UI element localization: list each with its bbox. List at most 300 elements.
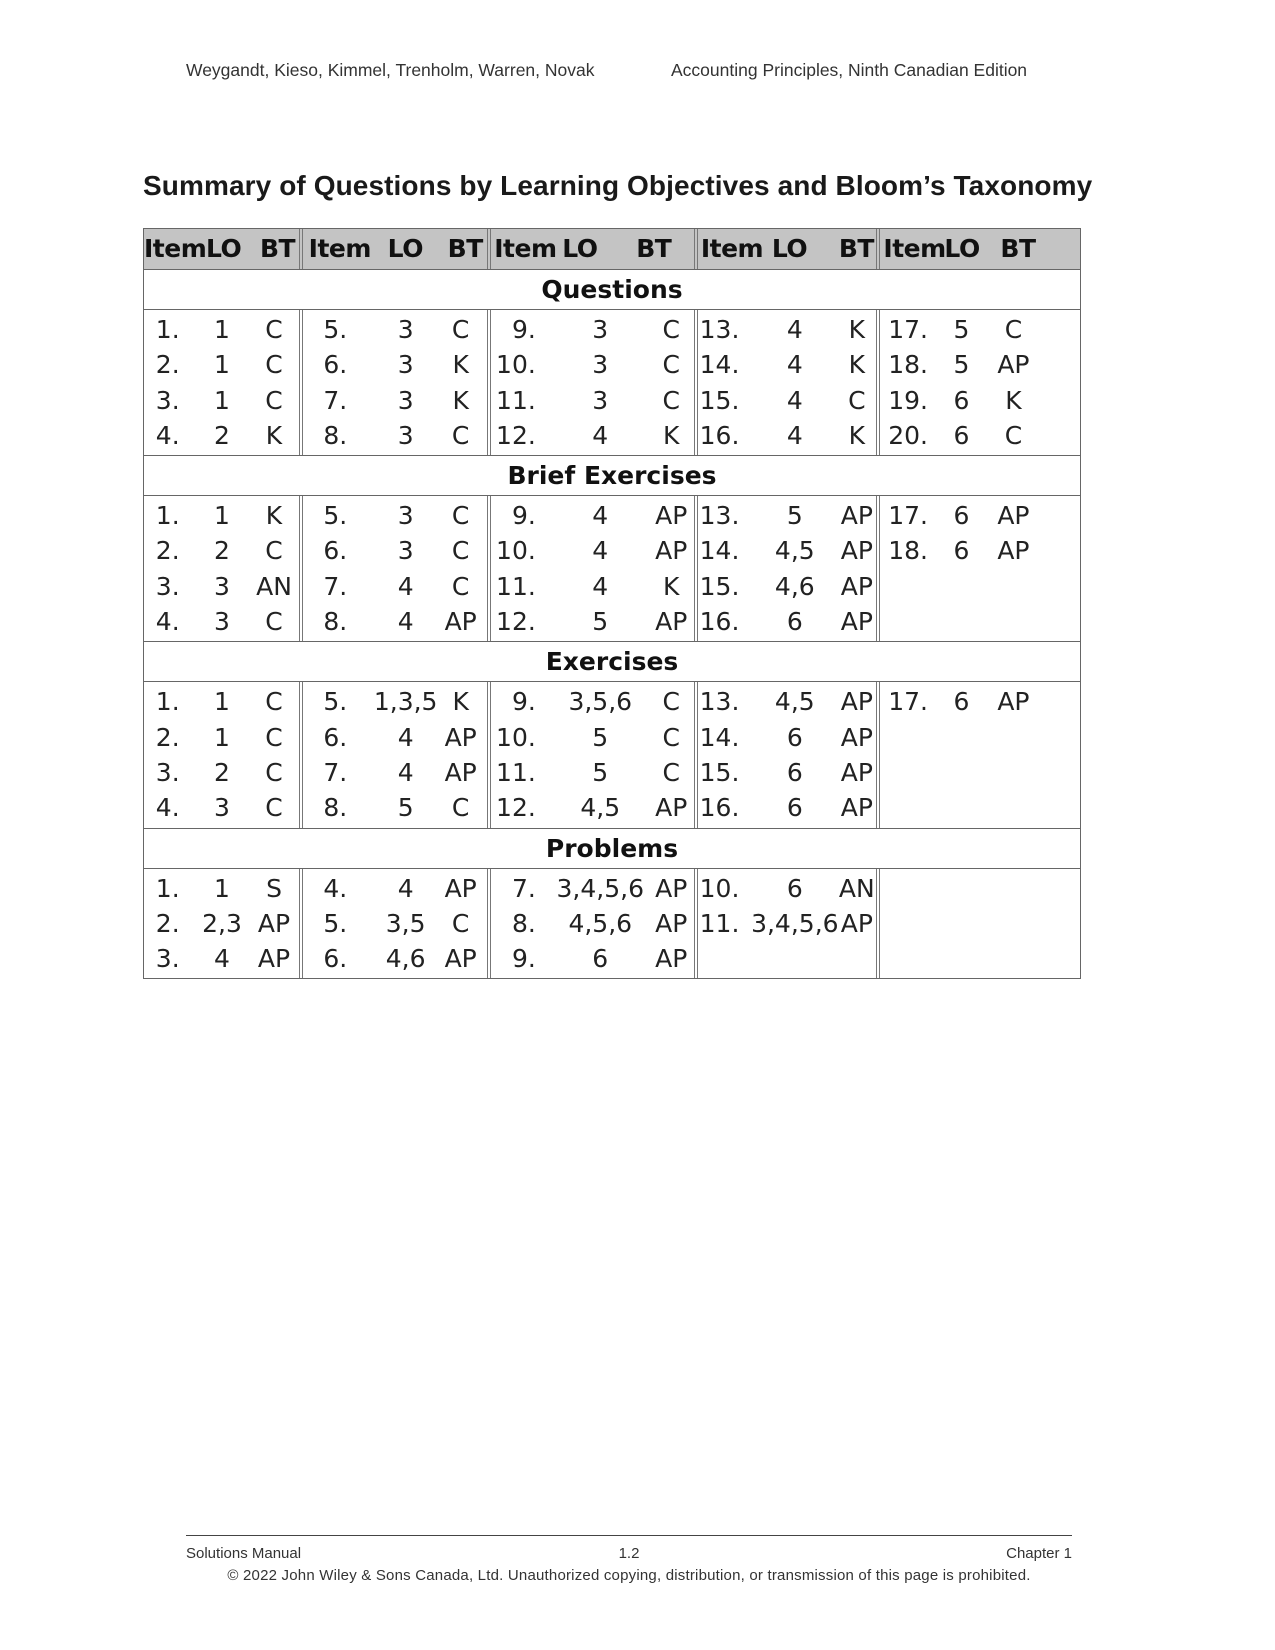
cell-item: 15.	[699, 385, 740, 415]
table-row	[698, 906, 877, 941]
footer-left: Solutions Manual	[186, 1545, 302, 1562]
table-row	[303, 383, 488, 418]
cell-lo: 5	[953, 315, 970, 344]
cell-bt: AP	[444, 944, 477, 974]
cell-item: 16.	[699, 420, 740, 450]
cell-lo: 6	[953, 536, 970, 566]
cell-item: 7.	[511, 873, 536, 903]
table-header-row	[144, 229, 1080, 270]
cell-lo: 1	[214, 687, 230, 717]
cell-lo: 3	[592, 350, 609, 380]
cell-lo: 4,5	[580, 793, 621, 823]
header-column-group	[144, 229, 303, 269]
cell-bt: AP	[655, 607, 688, 637]
cell-bt: C	[662, 350, 680, 380]
table-row	[303, 790, 488, 825]
table-row	[698, 755, 877, 790]
footer-right: Chapter 1	[1006, 1545, 1072, 1562]
table-row	[880, 533, 1080, 568]
cell-lo: 5	[592, 722, 609, 752]
table-row	[491, 604, 694, 639]
cell-bt: AP	[840, 607, 873, 637]
column-header-item: Item	[144, 234, 207, 263]
table-row	[880, 383, 1080, 418]
table-row	[303, 871, 488, 906]
table-row	[144, 906, 299, 941]
cell-bt: AP	[655, 501, 688, 531]
section-title: Problems	[144, 829, 1080, 869]
copyright-notice: © 2022 John Wiley & Sons Canada, Ltd. Unauthorized copying, distribution, or transmission of this page is prohibited.	[227, 1567, 1031, 1584]
table-row	[698, 383, 877, 418]
table-row	[880, 312, 1080, 347]
cell-item: 4.	[323, 873, 348, 903]
cell-lo: 1	[214, 385, 230, 415]
cell-item: 14.	[699, 350, 740, 380]
table-row	[303, 312, 488, 347]
table-row	[144, 684, 299, 719]
header-column-group	[303, 229, 492, 269]
cell-lo: 4	[397, 722, 414, 752]
table-row	[144, 790, 299, 825]
column-group	[303, 869, 492, 979]
cell-bt: C	[451, 908, 470, 938]
cell-lo: 3,4,5,6	[751, 908, 839, 938]
table-row	[303, 569, 488, 604]
cell-bt: C	[451, 536, 470, 566]
cell-lo: 3	[592, 315, 609, 344]
table-row	[698, 418, 877, 453]
table-row	[303, 755, 488, 790]
cell-lo: 4	[786, 350, 803, 380]
column-group	[144, 310, 303, 455]
table-row	[698, 684, 877, 719]
column-group	[880, 310, 1080, 455]
cell-item: 2.	[155, 722, 180, 752]
cell-lo: 4,5	[774, 687, 815, 717]
column-header-bt: BT	[260, 234, 296, 263]
section-body	[144, 869, 1080, 979]
cell-bt: K	[1005, 385, 1022, 415]
cell-item: 1.	[155, 315, 180, 344]
column-header-lo: LO	[387, 234, 423, 263]
cell-item: 9.	[511, 687, 536, 717]
column-group	[303, 310, 492, 455]
footer-page-number: 1.2	[618, 1545, 640, 1562]
column-header-lo: LO	[771, 234, 808, 263]
cell-lo: 6	[786, 873, 803, 903]
cell-bt: AP	[840, 536, 873, 566]
cell-item: 15.	[699, 571, 740, 601]
table-row	[880, 684, 1080, 719]
cell-bt: AP	[444, 757, 477, 787]
cell-item: 6.	[323, 536, 348, 566]
section-body	[144, 682, 1080, 828]
cell-lo: 4	[786, 385, 803, 415]
header-book-title: Accounting Principles, Ninth Canadian Edition	[671, 60, 1028, 80]
cell-bt: AP	[655, 944, 688, 974]
table-row	[698, 871, 877, 906]
column-header-bt: BT	[838, 234, 874, 263]
cell-item: 14.	[699, 536, 740, 566]
section-title: Questions	[144, 270, 1080, 310]
cell-item: 5.	[323, 501, 348, 531]
cell-bt: AP	[840, 687, 873, 717]
column-header-item: Item	[494, 234, 557, 263]
cell-lo: 2	[214, 536, 230, 566]
cell-bt: C	[451, 420, 470, 450]
cell-item: 8.	[323, 420, 348, 450]
cell-item: 17.	[888, 501, 928, 531]
cell-item: 2.	[155, 908, 180, 938]
table-row	[491, 569, 694, 604]
cell-lo: 4,6	[774, 571, 815, 601]
cell-bt: AP	[840, 722, 873, 752]
cell-lo: 3,5,6	[568, 687, 633, 717]
cell-bt: K	[663, 571, 680, 601]
cell-item: 7.	[323, 571, 348, 601]
table-row	[144, 720, 299, 755]
table-row	[144, 498, 299, 533]
cell-lo: 4,5	[774, 536, 815, 566]
cell-item: 10.	[496, 536, 536, 566]
cell-item: 6.	[323, 722, 348, 752]
table-row	[303, 498, 488, 533]
cell-lo: 6	[786, 793, 803, 823]
summary-table	[143, 228, 1081, 979]
cell-bt: C	[265, 350, 283, 380]
cell-lo: 6	[786, 757, 803, 787]
cell-bt: C	[265, 793, 283, 823]
cell-lo: 3	[397, 385, 414, 415]
cell-lo: 1,3,5	[373, 687, 438, 717]
cell-item: 6.	[323, 350, 348, 380]
column-group	[880, 869, 1080, 979]
table-row	[491, 312, 694, 347]
column-group	[698, 310, 881, 455]
cell-lo: 1	[214, 501, 230, 531]
cell-bt: C	[265, 607, 283, 637]
section-title: Exercises	[144, 642, 1080, 682]
cell-item: 11.	[496, 757, 536, 787]
cell-item: 11.	[496, 571, 536, 601]
table-row	[880, 418, 1080, 453]
cell-bt: C	[1004, 420, 1023, 450]
cell-bt: AP	[840, 501, 873, 531]
cell-lo: 3	[214, 793, 230, 823]
cell-bt: C	[1004, 315, 1023, 344]
cell-item: 13.	[699, 687, 740, 717]
cell-item: 7.	[323, 385, 348, 415]
column-group	[698, 869, 881, 979]
column-group	[491, 310, 698, 455]
cell-item: 12.	[496, 607, 536, 637]
cell-bt: AP	[655, 908, 688, 938]
cell-lo: 4	[397, 873, 414, 903]
table-row	[144, 347, 299, 382]
table-row	[491, 906, 694, 941]
cell-bt: C	[265, 757, 283, 787]
cell-lo: 4	[397, 757, 414, 787]
cell-lo: 5	[397, 793, 414, 823]
cell-bt: C	[451, 571, 470, 601]
cell-lo: 4	[592, 536, 609, 566]
cell-lo: 3	[214, 571, 230, 601]
cell-bt: AP	[655, 793, 688, 823]
cell-item: 3.	[155, 944, 180, 974]
cell-bt: C	[662, 722, 680, 752]
cell-lo: 4	[592, 420, 609, 450]
cell-lo: 6	[953, 420, 970, 450]
cell-bt: C	[662, 385, 680, 415]
cell-bt: K	[848, 420, 866, 450]
column-group	[491, 496, 698, 641]
table-row	[698, 498, 877, 533]
cell-lo: 5	[592, 607, 609, 637]
table-row	[491, 790, 694, 825]
table-row	[144, 755, 299, 790]
cell-item: 18.	[888, 350, 928, 380]
cell-bt: C	[265, 385, 283, 415]
cell-lo: 3	[397, 501, 414, 531]
cell-bt: K	[265, 420, 283, 450]
column-group	[491, 682, 698, 827]
cell-item: 10.	[496, 722, 536, 752]
cell-lo: 6	[953, 687, 970, 717]
column-group	[303, 682, 492, 827]
cell-item: 10.	[496, 350, 536, 380]
header-column-group	[698, 229, 881, 269]
cell-lo: 4,5,6	[568, 908, 633, 938]
cell-bt: K	[265, 501, 283, 531]
table-row	[303, 533, 488, 568]
header-authors: Weygandt, Kieso, Kimmel, Trenholm, Warren, Novak	[186, 60, 595, 80]
cell-lo: 4	[397, 607, 414, 637]
table-row	[880, 498, 1080, 533]
cell-lo: 5	[953, 350, 970, 380]
cell-item: 16.	[699, 607, 740, 637]
column-group	[880, 682, 1080, 827]
cell-item: 15.	[699, 757, 740, 787]
table-row	[698, 533, 877, 568]
table-row	[303, 347, 488, 382]
cell-bt: K	[848, 315, 866, 344]
column-group	[144, 496, 303, 641]
table-row	[491, 684, 694, 719]
cell-item: 5.	[323, 908, 348, 938]
cell-bt: K	[452, 350, 469, 380]
cell-item: 1.	[155, 687, 180, 717]
cell-bt: AP	[997, 501, 1030, 531]
cell-item: 7.	[323, 757, 348, 787]
cell-bt: AP	[997, 536, 1030, 566]
cell-bt: AP	[840, 908, 873, 938]
cell-lo: 1	[214, 350, 230, 380]
cell-item: 5.	[323, 687, 348, 717]
table-row	[144, 312, 299, 347]
cell-bt: C	[265, 722, 283, 752]
cell-item: 19.	[888, 385, 928, 415]
cell-bt: K	[452, 385, 469, 415]
cell-bt: C	[662, 315, 680, 344]
cell-lo: 6	[786, 722, 803, 752]
column-header-lo: LO	[944, 234, 980, 263]
column-header-item: Item	[308, 234, 371, 263]
page-title: Summary of Questions by Learning Objectives and Bloom’s Taxonomy	[143, 170, 1093, 201]
table-row	[303, 604, 488, 639]
cell-lo: 3	[214, 607, 230, 637]
cell-item: 20.	[888, 420, 928, 450]
cell-bt: C	[265, 536, 283, 566]
cell-item: 2.	[155, 536, 180, 566]
table-row	[303, 720, 488, 755]
cell-lo: 5	[786, 501, 803, 531]
cell-item: 11.	[699, 908, 740, 938]
cell-lo: 4	[592, 571, 609, 601]
cell-lo: 6	[786, 607, 803, 637]
cell-lo: 3,4,5,6	[556, 873, 644, 903]
table-row	[303, 941, 488, 976]
cell-lo: 4,6	[385, 944, 426, 974]
cell-bt: AP	[257, 944, 291, 974]
cell-bt: C	[265, 687, 283, 717]
cell-lo: 6	[953, 385, 970, 415]
cell-lo: 2	[214, 420, 230, 450]
cell-bt: AP	[444, 873, 477, 903]
column-group	[144, 869, 303, 979]
cell-lo: 4	[214, 944, 230, 974]
cell-lo: 3,5	[385, 908, 426, 938]
cell-bt: C	[662, 687, 680, 717]
cell-lo: 3	[397, 315, 414, 344]
section-body	[144, 310, 1080, 456]
cell-lo: 2	[214, 757, 230, 787]
header-column-group	[880, 229, 1080, 269]
cell-item: 8.	[323, 607, 348, 637]
cell-bt: C	[848, 385, 866, 415]
cell-item: 17.	[888, 315, 928, 344]
cell-bt: AP	[997, 687, 1030, 717]
section-body	[144, 496, 1080, 642]
cell-bt: AP	[444, 607, 477, 637]
cell-item: 18.	[888, 536, 928, 566]
cell-bt: C	[265, 315, 283, 344]
cell-item: 12.	[496, 793, 536, 823]
cell-bt: AN	[256, 571, 292, 601]
cell-item: 1.	[155, 873, 180, 903]
table-row	[880, 347, 1080, 382]
cell-item: 8.	[511, 908, 536, 938]
column-group	[880, 496, 1080, 641]
cell-bt: C	[662, 757, 680, 787]
cell-item: 3.	[155, 571, 180, 601]
table-row	[698, 790, 877, 825]
table-row	[144, 871, 299, 906]
cell-bt: AP	[997, 350, 1030, 380]
table-row	[698, 604, 877, 639]
table-row	[144, 604, 299, 639]
table-row	[491, 941, 694, 976]
column-header-item: Item	[700, 234, 764, 263]
cell-lo: 2,3	[202, 908, 242, 938]
cell-lo: 3	[397, 536, 414, 566]
cell-item: 13.	[699, 501, 740, 531]
cell-bt: C	[451, 793, 470, 823]
table-row	[144, 533, 299, 568]
cell-lo: 5	[592, 757, 609, 787]
cell-bt: AP	[840, 793, 873, 823]
header-column-group	[491, 229, 698, 269]
cell-lo: 3	[397, 350, 414, 380]
cell-item: 11.	[496, 385, 536, 415]
column-group	[698, 682, 881, 827]
cell-item: 12.	[496, 420, 536, 450]
footer-divider	[186, 1535, 1072, 1536]
table-row	[491, 533, 694, 568]
cell-item: 16.	[699, 793, 740, 823]
cell-item: 3.	[155, 757, 180, 787]
cell-lo: 6	[592, 944, 609, 974]
cell-bt: AP	[257, 908, 291, 938]
column-header-lo: LO	[562, 234, 598, 263]
cell-item: 9.	[511, 501, 536, 531]
cell-bt: AP	[655, 873, 688, 903]
cell-lo: 1	[214, 315, 230, 344]
table-row	[698, 347, 877, 382]
table-row	[303, 418, 488, 453]
cell-bt: AN	[838, 873, 875, 903]
cell-bt: AP	[840, 757, 873, 787]
cell-bt: C	[451, 501, 470, 531]
table-row	[303, 684, 488, 719]
table-row	[491, 720, 694, 755]
table-row	[144, 941, 299, 976]
column-header-lo: LO	[206, 234, 242, 263]
table-row	[144, 418, 299, 453]
cell-lo: 4	[592, 501, 609, 531]
table-row	[698, 569, 877, 604]
column-group	[698, 496, 881, 641]
cell-item: 4.	[155, 420, 180, 450]
cell-item: 5.	[323, 315, 348, 344]
table-row	[698, 720, 877, 755]
cell-item: 9.	[511, 944, 536, 974]
cell-item: 13.	[699, 315, 740, 344]
cell-lo: 3	[592, 385, 609, 415]
cell-item: 3.	[155, 385, 180, 415]
table-row	[144, 383, 299, 418]
cell-item: 9.	[511, 315, 536, 344]
table-row	[491, 498, 694, 533]
table-row	[491, 383, 694, 418]
table-row	[698, 312, 877, 347]
table-row	[144, 569, 299, 604]
cell-item: 4.	[155, 793, 180, 823]
table-row	[303, 906, 488, 941]
table-row	[491, 755, 694, 790]
cell-item: 2.	[155, 350, 180, 380]
cell-bt: K	[663, 420, 680, 450]
cell-bt: K	[848, 350, 866, 380]
cell-lo: 4	[397, 571, 414, 601]
cell-bt: AP	[840, 571, 873, 601]
table-row	[491, 871, 694, 906]
column-group	[144, 682, 303, 827]
cell-lo: 4	[786, 420, 803, 450]
cell-lo: 3	[397, 420, 414, 450]
cell-item: 8.	[323, 793, 348, 823]
cell-item: 6.	[323, 944, 348, 974]
cell-lo: 4	[786, 315, 803, 344]
